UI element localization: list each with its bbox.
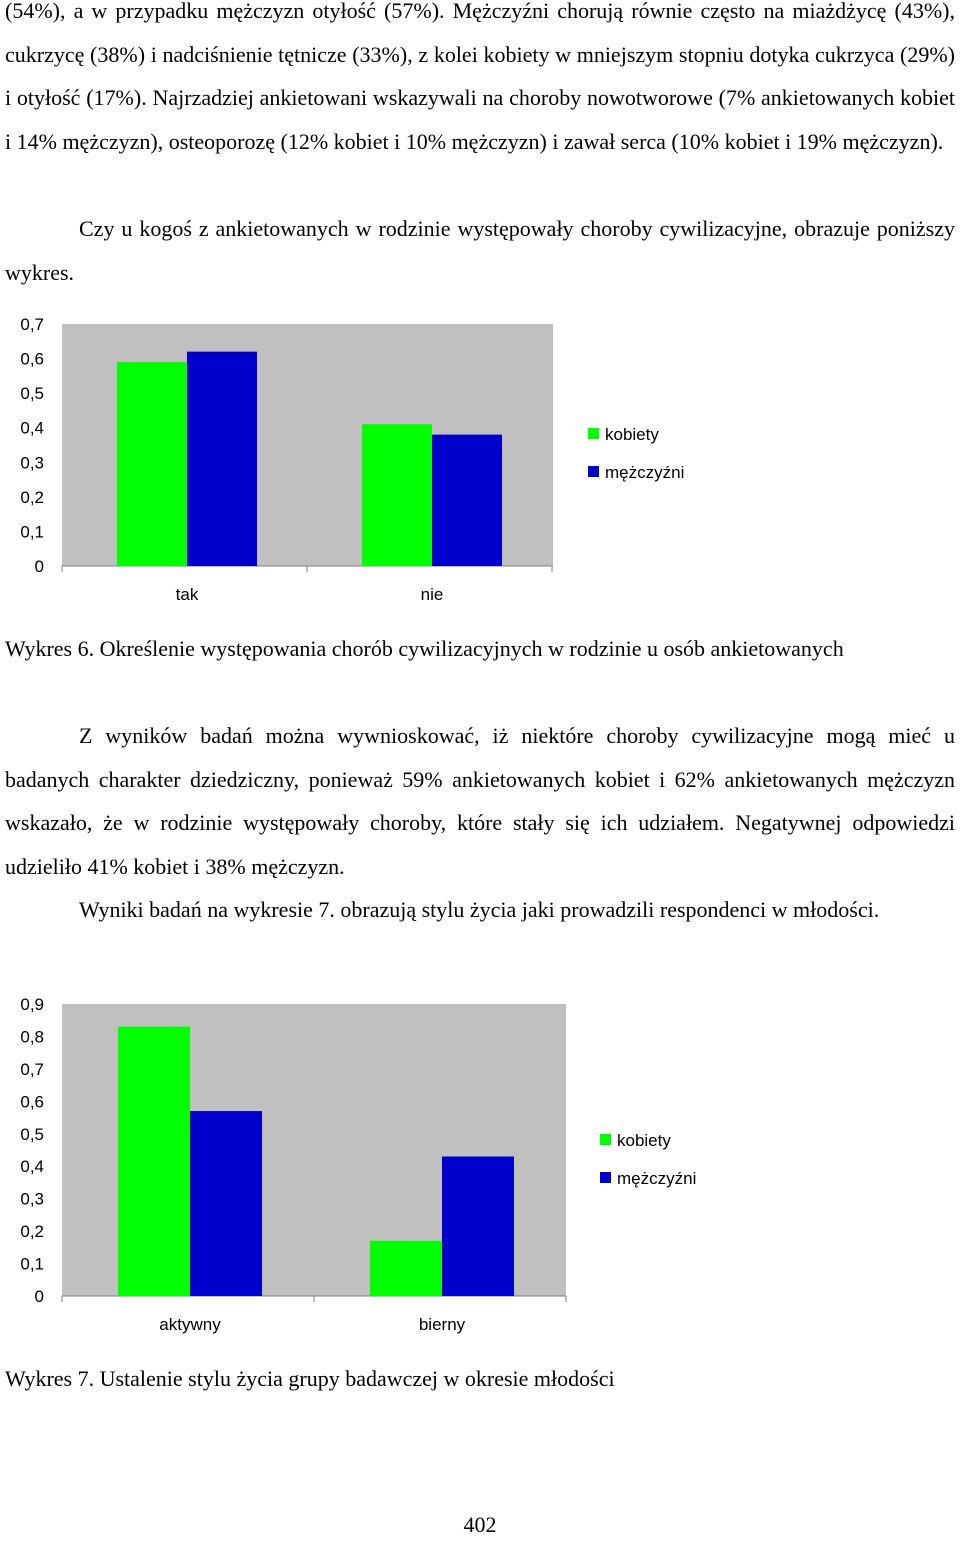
chart-lifestyle-youth bbox=[0, 980, 960, 1350]
c6-bar-kobiety-tak bbox=[117, 362, 187, 566]
c6-y-tick-label: 0 bbox=[34, 557, 44, 576]
c7-y-tick-label: 0,2 bbox=[20, 1222, 44, 1242]
c7-y-tick-label: 0 bbox=[34, 1287, 44, 1306]
page-number: 402 bbox=[463, 1512, 497, 1537]
c6-category-label: nie bbox=[420, 585, 444, 604]
paragraph-chart6-intro: Czy u kogoś z ankietowanych w rodzinie występowały choroby cywilizacyjne, obrazuje poniższy wykres. bbox=[5, 216, 955, 285]
c7-legend-label: kobiety bbox=[617, 1131, 671, 1150]
c6-y-tick-label: 0,3 bbox=[20, 453, 44, 473]
paragraph-chart7-intro: Wyniki badań na wykresie 7. obrazują stylu życia jaki prowadzili respondenci w młodości. bbox=[79, 897, 880, 922]
c6-y-tick-label: 0,5 bbox=[20, 384, 44, 404]
c6-legend-swatch bbox=[588, 428, 599, 439]
c6-bar-kobiety-nie bbox=[362, 424, 432, 566]
c7-y-tick-label: 0,5 bbox=[20, 1124, 44, 1144]
c7-bar-mezczyzni-aktywny bbox=[190, 1111, 262, 1296]
c7-y-tick-label: 0,1 bbox=[20, 1254, 44, 1274]
c6-y-tick-label: 0,2 bbox=[20, 487, 44, 507]
c7-category-label: aktywny bbox=[159, 1315, 221, 1334]
c7-category-label: bierny bbox=[418, 1315, 466, 1334]
c6-bar-mezczyzni-nie bbox=[432, 435, 502, 566]
c7-y-tick-label: 0,8 bbox=[20, 1027, 44, 1047]
c7-legend-swatch bbox=[600, 1134, 611, 1145]
c6-y-tick-label: 0,1 bbox=[20, 522, 44, 542]
c7-y-tick-label: 0,3 bbox=[20, 1189, 44, 1209]
c6-category-label: tak bbox=[175, 585, 199, 604]
caption-chart7: Wykres 7. Ustalenie stylu życia grupy badawczej w okresie młodości bbox=[5, 1366, 615, 1391]
c7-y-tick-label: 0,6 bbox=[20, 1092, 44, 1112]
paragraph-diseases-summary: (54%), a w przypadku mężczyzn otyłość (57%). Mężczyźni chorują równie często na miażdżycę (43%), cukrzycę (38%) i nadciśnienie tętnicze (33%), z kolei kobiety w mniejszym stopniu dotyka cukrzyca (29%) i otyłość (17%). Najrzadziej ankietowani wskazywali na choroby nowotworowe (7% ankietowanych kobiet i 14% mężczyzn), osteoporozę (12% kobiet i 10% mężczyzn) i zawał serca (10% kobiet i 19% mężczyzn). bbox=[5, 0, 955, 154]
caption-chart6: Wykres 6. Określenie występowania chorób cywilizacyjnych w rodzinie u osób ankietowanych bbox=[5, 636, 844, 661]
c7-y-tick-label: 0,7 bbox=[20, 1059, 44, 1079]
c6-bar-mezczyzni-tak bbox=[187, 352, 257, 566]
c7-y-tick-label: 0,9 bbox=[20, 995, 44, 1014]
c7-bar-mezczyzni-bierny bbox=[442, 1156, 514, 1296]
c6-legend-swatch bbox=[588, 466, 599, 477]
c6-legend-label: kobiety bbox=[605, 425, 659, 444]
c6-y-tick-label: 0,7 bbox=[20, 315, 44, 334]
c7-legend-swatch bbox=[600, 1172, 611, 1183]
paragraph-heredity-conclusion: Z wyników badań można wywnioskować, iż niektóre choroby cywilizacyjne mogą mieć u badanych charakter dziedziczny, ponieważ 59% ankietowanych kobiet i 62% ankietowanych mężczyzn wskazało, że w rodzinie występowały choroby, które stały się ich udziałem. Negatywnej odpowiedzi udzieliło 41% kobiet i 38% mężczyzn. bbox=[5, 723, 955, 879]
c7-legend-label: mężczyźni bbox=[617, 1169, 697, 1188]
c6-legend-label: mężczyźni bbox=[605, 463, 685, 482]
c6-y-tick-label: 0,6 bbox=[20, 349, 44, 369]
c6-y-tick-label: 0,4 bbox=[20, 418, 44, 438]
c7-y-tick-label: 0,4 bbox=[20, 1157, 44, 1177]
chart-family-diseases bbox=[0, 300, 960, 620]
c7-bar-kobiety-aktywny bbox=[118, 1027, 190, 1296]
c7-bar-kobiety-bierny bbox=[370, 1241, 442, 1296]
